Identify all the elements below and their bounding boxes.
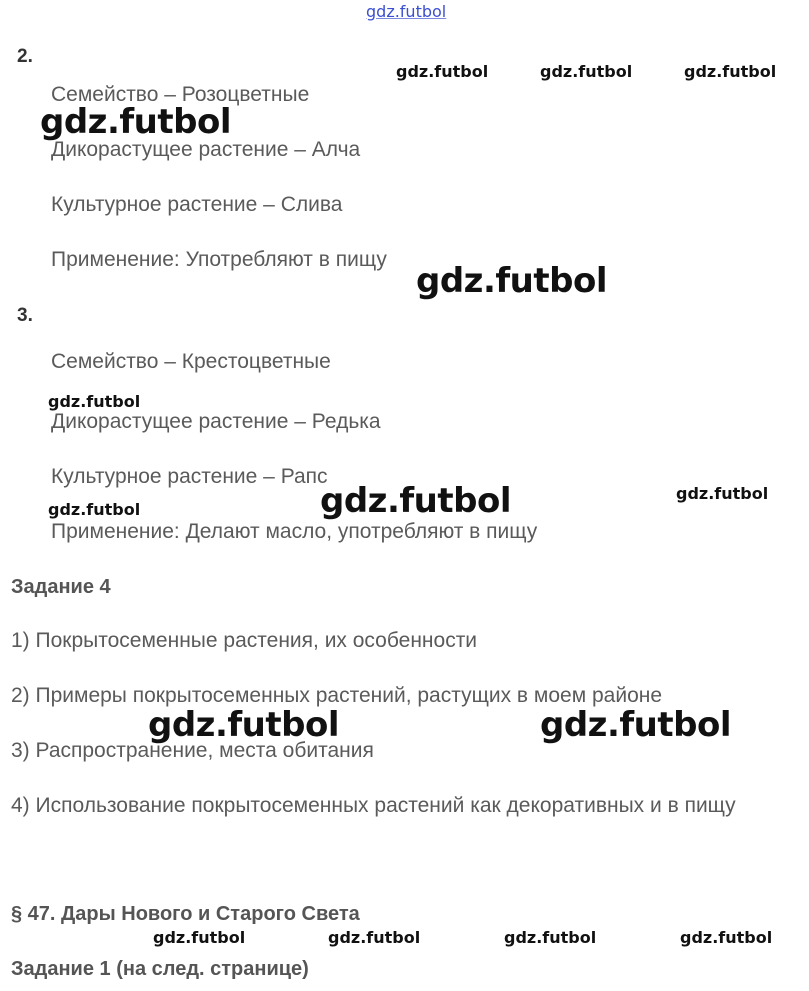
watermark-small: gdz.futbol (540, 62, 633, 81)
q3-usage-line: Применение: Делают масло, употребляют в пищу (51, 520, 538, 543)
watermark-small: gdz.futbol (48, 500, 141, 519)
task-4-item-4: 4) Использование покрытосеменных растений как декоративных и в пищу (11, 794, 736, 817)
task-4-heading: Задание 4 (11, 576, 111, 598)
task-1-heading: Задание 1 (на след. странице) (11, 958, 309, 980)
q2-family-line: Семейство – Розоцветные (51, 83, 310, 106)
question-3-number: 3. (17, 305, 33, 326)
watermark-large: gdz.futbol (40, 102, 231, 142)
watermark-large: gdz.futbol (148, 705, 339, 745)
q3-family-line: Семейство – Крестоцветные (51, 350, 331, 373)
watermark-small: gdz.futbol (153, 928, 246, 947)
watermark-large: gdz.futbol (416, 261, 607, 301)
watermark-large: gdz.futbol (320, 481, 511, 521)
task-4-item-3: 3) Распространение, места обитания (11, 739, 374, 762)
task-4-item-1: 1) Покрытосеменные растения, их особенности (11, 629, 478, 652)
section-47-heading: § 47. Дары Нового и Старого Света (11, 903, 360, 925)
watermark-small: gdz.futbol (680, 928, 773, 947)
watermark-small: gdz.futbol (48, 392, 141, 411)
watermark-large: gdz.futbol (540, 705, 731, 745)
q2-cultivated-plant-line: Культурное растение – Слива (51, 193, 343, 216)
watermark-small: gdz.futbol (504, 928, 597, 947)
task-4-item-2: 2) Примеры покрытосеменных растений, растущих в моем районе (11, 684, 663, 707)
watermark-small: gdz.futbol (684, 62, 777, 81)
q2-wild-plant-line: Дикорастущее растение – Алча (51, 138, 361, 161)
question-2-number: 2. (17, 46, 33, 67)
q3-wild-plant-line: Дикорастущее растение – Редька (51, 410, 381, 433)
watermark-small: gdz.futbol (328, 928, 421, 947)
q2-usage-line: Применение: Употребляют в пищу (51, 248, 387, 271)
watermark-top: gdz.futbol (366, 2, 447, 21)
watermark-small: gdz.futbol (396, 62, 489, 81)
q3-cultivated-plant-line: Культурное растение – Рапс (51, 465, 328, 488)
watermark-small: gdz.futbol (676, 484, 769, 503)
